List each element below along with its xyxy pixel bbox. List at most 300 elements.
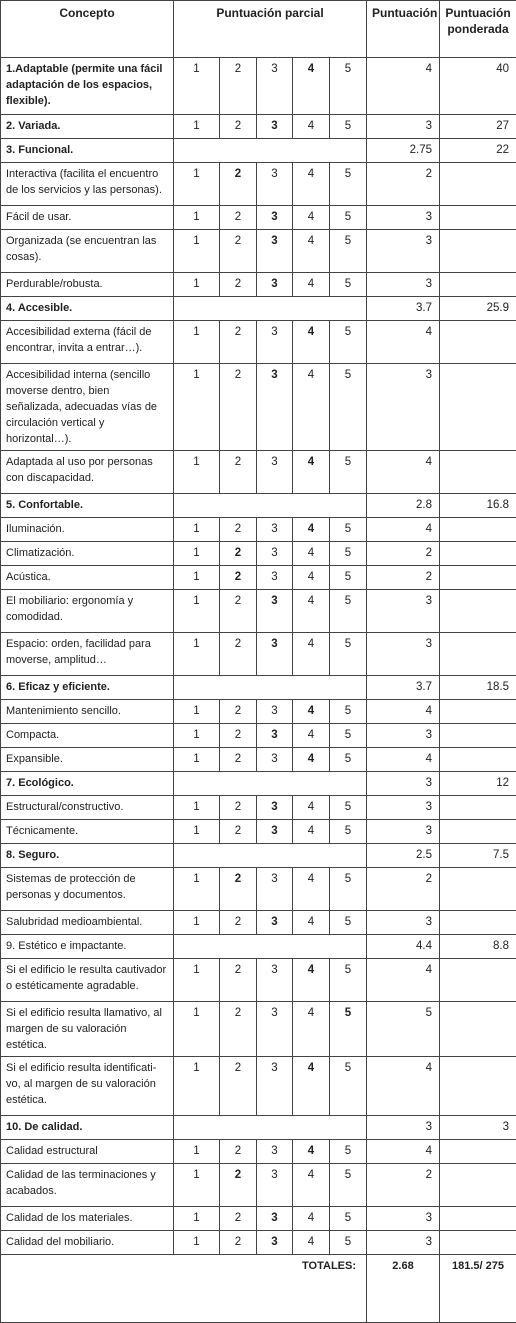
criterion-row bbox=[1, 959, 516, 1002]
scale-option-2: 2 bbox=[220, 796, 257, 820]
category-row bbox=[1, 494, 516, 518]
criterion-row bbox=[1, 518, 516, 542]
scale-option-2: 2 bbox=[220, 1231, 257, 1255]
header-row bbox=[1, 1, 516, 58]
criterion-row bbox=[1, 230, 516, 273]
weighted-score-cell bbox=[440, 273, 516, 297]
concept-label: Accesibilidad externa (fácil de encontrar, invita a entrar…). bbox=[1, 321, 174, 364]
scale-option-3: 3 bbox=[257, 911, 293, 935]
score-cell: 3 bbox=[367, 1207, 440, 1231]
score-cell: 3.7 bbox=[367, 297, 440, 321]
weighted-score-cell bbox=[440, 566, 516, 590]
scale-option-3: 3 bbox=[257, 590, 293, 633]
scale-option-1: 1 bbox=[174, 1002, 220, 1057]
score-cell: 2.8 bbox=[367, 494, 440, 518]
scale-option-1: 1 bbox=[174, 1164, 220, 1207]
score-cell: 3 bbox=[367, 772, 440, 796]
score-cell: 3.7 bbox=[367, 676, 440, 700]
scale-option-5: 5 bbox=[330, 566, 367, 590]
weighted-score-cell bbox=[440, 1207, 516, 1231]
scale-option-1: 1 bbox=[174, 796, 220, 820]
weighted-score-cell bbox=[440, 518, 516, 542]
concept-label: Salubridad medioambiental. bbox=[1, 911, 174, 935]
concept-label: Calidad de las terminaciones y acabados. bbox=[1, 1164, 174, 1207]
weighted-score-cell bbox=[440, 1057, 516, 1116]
weighted-score-cell bbox=[440, 451, 516, 494]
score-cell: 3 bbox=[367, 364, 440, 451]
scale-option-5: 5 bbox=[330, 518, 367, 542]
scale-option-2: 2 bbox=[220, 58, 257, 115]
concept-label: Si el edificio resulta llamativo, al margen de su valoración estética. bbox=[1, 1002, 174, 1057]
criterion-row bbox=[1, 1140, 516, 1164]
scale-option-4: 4 bbox=[293, 868, 330, 911]
scale-option-1: 1 bbox=[174, 364, 220, 451]
weighted-score-cell: 7.5 bbox=[440, 844, 516, 868]
concept-label: Si el edificio resulta identificati-vo, al margen de su valoración estética. bbox=[1, 1057, 174, 1116]
criterion-row bbox=[1, 364, 516, 451]
category-row bbox=[1, 115, 516, 139]
concept-label: Adaptada al uso por personas con discapacidad. bbox=[1, 451, 174, 494]
concept-label: El mobiliario: ergonomía y comodidad. bbox=[1, 590, 174, 633]
weighted-score-cell bbox=[440, 542, 516, 566]
scale-option-1: 1 bbox=[174, 724, 220, 748]
weighted-score-cell bbox=[440, 1164, 516, 1207]
score-cell: 5 bbox=[367, 1002, 440, 1057]
scale-option-1: 1 bbox=[174, 1140, 220, 1164]
weighted-score-cell: 8.8 bbox=[440, 935, 516, 959]
concept-label: Acústica. bbox=[1, 566, 174, 590]
scale-option-4: 4 bbox=[293, 1164, 330, 1207]
concept-label: Perdurable/robusta. bbox=[1, 273, 174, 297]
scale-option-1: 1 bbox=[174, 1057, 220, 1116]
scale-option-5: 5 bbox=[330, 542, 367, 566]
scale-option-3: 3 bbox=[257, 1057, 293, 1116]
scale-option-3: 3 bbox=[257, 748, 293, 772]
totals-weighted: 181.5/ 275 bbox=[440, 1255, 516, 1323]
scale-option-4: 4 bbox=[293, 1140, 330, 1164]
scale-option-4: 4 bbox=[293, 1231, 330, 1255]
scale-option-2: 2 bbox=[220, 590, 257, 633]
scale-option-5: 5 bbox=[330, 1002, 367, 1057]
concept-label: Calidad del mobiliario. bbox=[1, 1231, 174, 1255]
score-cell: 2 bbox=[367, 1164, 440, 1207]
scale-option-2: 2 bbox=[220, 273, 257, 297]
concept-label: Calidad de los materiales. bbox=[1, 1207, 174, 1231]
concept-label: Compacta. bbox=[1, 724, 174, 748]
scale-option-3: 3 bbox=[257, 700, 293, 724]
scale-option-4: 4 bbox=[293, 633, 330, 676]
scale-option-5: 5 bbox=[330, 364, 367, 451]
scale-empty bbox=[174, 297, 367, 321]
concept-label: Organizada (se encuentran las cosas). bbox=[1, 230, 174, 273]
score-cell: 2.75 bbox=[367, 139, 440, 163]
score-cell: 3 bbox=[367, 911, 440, 935]
concept-label: Iluminación. bbox=[1, 518, 174, 542]
header-puntuacion: Puntuación bbox=[367, 1, 440, 58]
weighted-score-cell bbox=[440, 1140, 516, 1164]
weighted-score-cell bbox=[440, 959, 516, 1002]
concept-label: Mantenimiento sencillo. bbox=[1, 700, 174, 724]
scale-option-1: 1 bbox=[174, 58, 220, 115]
scale-empty bbox=[174, 772, 367, 796]
score-cell: 4 bbox=[367, 748, 440, 772]
weighted-score-cell bbox=[440, 206, 516, 230]
scale-option-4: 4 bbox=[293, 566, 330, 590]
weighted-score-cell bbox=[440, 321, 516, 364]
criterion-row bbox=[1, 163, 516, 206]
score-cell: 3 bbox=[367, 820, 440, 844]
scale-option-5: 5 bbox=[330, 724, 367, 748]
score-cell: 3 bbox=[367, 633, 440, 676]
score-cell: 4 bbox=[367, 1057, 440, 1116]
category-row bbox=[1, 58, 516, 115]
score-cell: 2 bbox=[367, 542, 440, 566]
weighted-score-cell: 25.9 bbox=[440, 297, 516, 321]
score-cell: 4 bbox=[367, 58, 440, 115]
scale-option-2: 2 bbox=[220, 1057, 257, 1116]
criterion-row bbox=[1, 748, 516, 772]
concept-label: 10. De calidad. bbox=[1, 1116, 174, 1140]
scale-option-2: 2 bbox=[220, 1002, 257, 1057]
weighted-score-cell: 12 bbox=[440, 772, 516, 796]
scale-option-3: 3 bbox=[257, 364, 293, 451]
category-row bbox=[1, 844, 516, 868]
scale-option-2: 2 bbox=[220, 163, 257, 206]
scale-option-2: 2 bbox=[220, 542, 257, 566]
scale-option-1: 1 bbox=[174, 820, 220, 844]
scale-option-4: 4 bbox=[293, 364, 330, 451]
category-row bbox=[1, 676, 516, 700]
weighted-score-cell bbox=[440, 633, 516, 676]
concept-label: 3. Funcional. bbox=[1, 139, 174, 163]
weighted-score-cell bbox=[440, 868, 516, 911]
scale-option-5: 5 bbox=[330, 206, 367, 230]
scale-option-4: 4 bbox=[293, 1002, 330, 1057]
scale-option-4: 4 bbox=[293, 820, 330, 844]
criterion-row bbox=[1, 724, 516, 748]
scale-option-4: 4 bbox=[293, 163, 330, 206]
scale-option-5: 5 bbox=[330, 1231, 367, 1255]
criterion-row bbox=[1, 566, 516, 590]
criterion-row bbox=[1, 206, 516, 230]
scale-option-5: 5 bbox=[330, 911, 367, 935]
scale-option-2: 2 bbox=[220, 700, 257, 724]
criterion-row bbox=[1, 911, 516, 935]
score-cell: 3 bbox=[367, 1116, 440, 1140]
scale-option-5: 5 bbox=[330, 1207, 367, 1231]
scale-option-4: 4 bbox=[293, 748, 330, 772]
scale-option-1: 1 bbox=[174, 911, 220, 935]
score-cell: 3 bbox=[367, 724, 440, 748]
scale-option-3: 3 bbox=[257, 724, 293, 748]
scale-option-5: 5 bbox=[330, 748, 367, 772]
criterion-row bbox=[1, 868, 516, 911]
concept-label: 2. Variada. bbox=[1, 115, 174, 139]
scale-option-4: 4 bbox=[293, 115, 330, 139]
scale-option-5: 5 bbox=[330, 451, 367, 494]
scale-option-5: 5 bbox=[330, 58, 367, 115]
score-cell: 3 bbox=[367, 115, 440, 139]
scale-option-2: 2 bbox=[220, 820, 257, 844]
scale-option-2: 2 bbox=[220, 911, 257, 935]
scale-option-2: 2 bbox=[220, 748, 257, 772]
scale-option-2: 2 bbox=[220, 1207, 257, 1231]
scale-option-5: 5 bbox=[330, 959, 367, 1002]
weighted-score-cell: 22 bbox=[440, 139, 516, 163]
score-cell: 2 bbox=[367, 868, 440, 911]
concept-label: Sistemas de protección de personas y documentos. bbox=[1, 868, 174, 911]
score-cell: 4.4 bbox=[367, 935, 440, 959]
concept-label: Interactiva (facilita el encuentro de los servicios y las personas). bbox=[1, 163, 174, 206]
scale-option-3: 3 bbox=[257, 115, 293, 139]
scale-option-3: 3 bbox=[257, 959, 293, 1002]
table-body bbox=[1, 58, 516, 1255]
criterion-row bbox=[1, 321, 516, 364]
weighted-score-cell: 16.8 bbox=[440, 494, 516, 518]
scale-option-1: 1 bbox=[174, 1207, 220, 1231]
score-cell: 4 bbox=[367, 518, 440, 542]
scale-option-3: 3 bbox=[257, 633, 293, 676]
scale-option-4: 4 bbox=[293, 321, 330, 364]
criterion-row bbox=[1, 1057, 516, 1116]
score-cell: 4 bbox=[367, 451, 440, 494]
scale-option-1: 1 bbox=[174, 868, 220, 911]
scale-option-2: 2 bbox=[220, 230, 257, 273]
concept-label: Estructural/constructivo. bbox=[1, 796, 174, 820]
scale-option-1: 1 bbox=[174, 206, 220, 230]
criterion-row bbox=[1, 633, 516, 676]
scale-option-3: 3 bbox=[257, 321, 293, 364]
concept-label: Calidad estructural bbox=[1, 1140, 174, 1164]
weighted-score-cell bbox=[440, 590, 516, 633]
criterion-row bbox=[1, 796, 516, 820]
score-cell: 3 bbox=[367, 206, 440, 230]
weighted-score-cell bbox=[440, 230, 516, 273]
score-cell: 3 bbox=[367, 273, 440, 297]
totals-label: TOTALES: bbox=[1, 1255, 367, 1323]
concept-label: Expansible. bbox=[1, 748, 174, 772]
concept-label: 4. Accesible. bbox=[1, 297, 174, 321]
scale-option-5: 5 bbox=[330, 273, 367, 297]
score-cell: 4 bbox=[367, 700, 440, 724]
scale-option-2: 2 bbox=[220, 868, 257, 911]
scale-option-1: 1 bbox=[174, 590, 220, 633]
concept-label: 5. Confortable. bbox=[1, 494, 174, 518]
scale-option-5: 5 bbox=[330, 633, 367, 676]
scale-option-2: 2 bbox=[220, 724, 257, 748]
totals-score: 2.68 bbox=[367, 1255, 440, 1323]
score-cell: 3 bbox=[367, 590, 440, 633]
scale-option-1: 1 bbox=[174, 633, 220, 676]
category-row bbox=[1, 935, 516, 959]
concept-label: Técnicamente. bbox=[1, 820, 174, 844]
scale-option-4: 4 bbox=[293, 230, 330, 273]
scale-option-1: 1 bbox=[174, 518, 220, 542]
criterion-row bbox=[1, 273, 516, 297]
scale-option-5: 5 bbox=[330, 163, 367, 206]
scale-option-5: 5 bbox=[330, 868, 367, 911]
scale-option-2: 2 bbox=[220, 206, 257, 230]
category-row bbox=[1, 297, 516, 321]
scale-option-5: 5 bbox=[330, 1164, 367, 1207]
scale-option-5: 5 bbox=[330, 700, 367, 724]
scale-option-3: 3 bbox=[257, 273, 293, 297]
category-row bbox=[1, 772, 516, 796]
concept-label: 6. Eficaz y eficiente. bbox=[1, 676, 174, 700]
scale-option-2: 2 bbox=[220, 1164, 257, 1207]
weighted-score-cell bbox=[440, 700, 516, 724]
scale-option-2: 2 bbox=[220, 321, 257, 364]
scale-option-4: 4 bbox=[293, 206, 330, 230]
criterion-row bbox=[1, 451, 516, 494]
scale-option-4: 4 bbox=[293, 273, 330, 297]
concept-label: 7. Ecológico. bbox=[1, 772, 174, 796]
weighted-score-cell: 3 bbox=[440, 1116, 516, 1140]
scale-empty bbox=[174, 844, 367, 868]
scale-empty bbox=[174, 935, 367, 959]
concept-label: Accesibilidad interna (sencillo moverse dentro, bien señalizada, adecuadas vías de circulación vertical y horizontal…). bbox=[1, 364, 174, 451]
category-row bbox=[1, 1116, 516, 1140]
scale-empty bbox=[174, 676, 367, 700]
scale-option-1: 1 bbox=[174, 321, 220, 364]
scale-option-5: 5 bbox=[330, 1140, 367, 1164]
scale-option-5: 5 bbox=[330, 590, 367, 633]
criterion-row bbox=[1, 1002, 516, 1057]
scale-option-2: 2 bbox=[220, 566, 257, 590]
scale-option-4: 4 bbox=[293, 1057, 330, 1116]
scale-option-4: 4 bbox=[293, 796, 330, 820]
scale-option-1: 1 bbox=[174, 959, 220, 1002]
score-cell: 4 bbox=[367, 1140, 440, 1164]
concept-label: Climatización. bbox=[1, 542, 174, 566]
scale-option-3: 3 bbox=[257, 566, 293, 590]
score-cell: 3 bbox=[367, 230, 440, 273]
scale-option-3: 3 bbox=[257, 542, 293, 566]
header-puntuacion-parcial: Puntuación parcial bbox=[174, 1, 367, 58]
weighted-score-cell bbox=[440, 748, 516, 772]
scale-option-1: 1 bbox=[174, 700, 220, 724]
score-cell: 3 bbox=[367, 1231, 440, 1255]
scale-option-1: 1 bbox=[174, 542, 220, 566]
scale-option-5: 5 bbox=[330, 796, 367, 820]
scale-option-4: 4 bbox=[293, 959, 330, 1002]
scale-empty bbox=[174, 494, 367, 518]
weighted-score-cell: 40 bbox=[440, 58, 516, 115]
scale-option-5: 5 bbox=[330, 321, 367, 364]
scale-option-3: 3 bbox=[257, 230, 293, 273]
weighted-score-cell bbox=[440, 364, 516, 451]
scale-option-2: 2 bbox=[220, 633, 257, 676]
scale-option-2: 2 bbox=[220, 1140, 257, 1164]
totals-row bbox=[1, 1255, 516, 1323]
weighted-score-cell bbox=[440, 163, 516, 206]
scale-option-2: 2 bbox=[220, 451, 257, 494]
score-cell: 4 bbox=[367, 959, 440, 1002]
weighted-score-cell bbox=[440, 1002, 516, 1057]
weighted-score-cell: 18.5 bbox=[440, 676, 516, 700]
weighted-score-cell bbox=[440, 724, 516, 748]
scale-empty bbox=[174, 1116, 367, 1140]
scale-option-3: 3 bbox=[257, 1140, 293, 1164]
concept-label: Si el edificio le resulta cautivador o estéticamente agradable. bbox=[1, 959, 174, 1002]
scale-option-1: 1 bbox=[174, 1231, 220, 1255]
scale-option-4: 4 bbox=[293, 590, 330, 633]
scale-option-2: 2 bbox=[220, 115, 257, 139]
category-row bbox=[1, 139, 516, 163]
scale-option-3: 3 bbox=[257, 1207, 293, 1231]
concept-label: 8. Seguro. bbox=[1, 844, 174, 868]
scale-option-4: 4 bbox=[293, 724, 330, 748]
scale-option-3: 3 bbox=[257, 868, 293, 911]
header-puntuacion-ponderada: Puntuación ponderada bbox=[440, 1, 516, 58]
scale-option-4: 4 bbox=[293, 911, 330, 935]
concept-label: Espacio: orden, facilidad para moverse, amplitud… bbox=[1, 633, 174, 676]
score-cell: 2 bbox=[367, 566, 440, 590]
scale-option-5: 5 bbox=[330, 115, 367, 139]
weighted-score-cell: 27 bbox=[440, 115, 516, 139]
criterion-row bbox=[1, 1207, 516, 1231]
scale-option-3: 3 bbox=[257, 796, 293, 820]
scale-option-3: 3 bbox=[257, 1231, 293, 1255]
concept-label: Fácil de usar. bbox=[1, 206, 174, 230]
scale-option-2: 2 bbox=[220, 518, 257, 542]
scale-option-3: 3 bbox=[257, 820, 293, 844]
scale-empty bbox=[174, 139, 367, 163]
scale-option-4: 4 bbox=[293, 518, 330, 542]
scale-option-1: 1 bbox=[174, 163, 220, 206]
scale-option-1: 1 bbox=[174, 273, 220, 297]
scale-option-3: 3 bbox=[257, 58, 293, 115]
score-cell: 4 bbox=[367, 321, 440, 364]
criterion-row bbox=[1, 820, 516, 844]
concept-label: 9. Estético e impactante. bbox=[1, 935, 174, 959]
scale-option-3: 3 bbox=[257, 518, 293, 542]
scale-option-3: 3 bbox=[257, 206, 293, 230]
scale-option-4: 4 bbox=[293, 542, 330, 566]
scale-option-3: 3 bbox=[257, 451, 293, 494]
scale-option-3: 3 bbox=[257, 1164, 293, 1207]
concept-label: 1.Adaptable (permite una fácil adaptación de los espacios, flexible). bbox=[1, 58, 174, 115]
scale-option-3: 3 bbox=[257, 1002, 293, 1057]
criterion-row bbox=[1, 1164, 516, 1207]
weighted-score-cell bbox=[440, 796, 516, 820]
scale-option-1: 1 bbox=[174, 115, 220, 139]
scale-option-5: 5 bbox=[330, 230, 367, 273]
scale-option-4: 4 bbox=[293, 451, 330, 494]
scale-option-2: 2 bbox=[220, 959, 257, 1002]
criterion-row bbox=[1, 1231, 516, 1255]
scale-option-5: 5 bbox=[330, 1057, 367, 1116]
weighted-score-cell bbox=[440, 1231, 516, 1255]
scale-option-2: 2 bbox=[220, 364, 257, 451]
scale-option-1: 1 bbox=[174, 230, 220, 273]
criterion-row bbox=[1, 590, 516, 633]
scale-option-1: 1 bbox=[174, 566, 220, 590]
scale-option-4: 4 bbox=[293, 1207, 330, 1231]
criterion-row bbox=[1, 700, 516, 724]
scale-option-1: 1 bbox=[174, 748, 220, 772]
score-cell: 2 bbox=[367, 163, 440, 206]
header-concepto: Concepto bbox=[1, 1, 174, 58]
score-cell: 3 bbox=[367, 796, 440, 820]
score-cell: 2.5 bbox=[367, 844, 440, 868]
scale-option-5: 5 bbox=[330, 820, 367, 844]
criterion-row bbox=[1, 542, 516, 566]
scale-option-3: 3 bbox=[257, 163, 293, 206]
weighted-score-cell bbox=[440, 820, 516, 844]
scale-option-4: 4 bbox=[293, 700, 330, 724]
scale-option-1: 1 bbox=[174, 451, 220, 494]
